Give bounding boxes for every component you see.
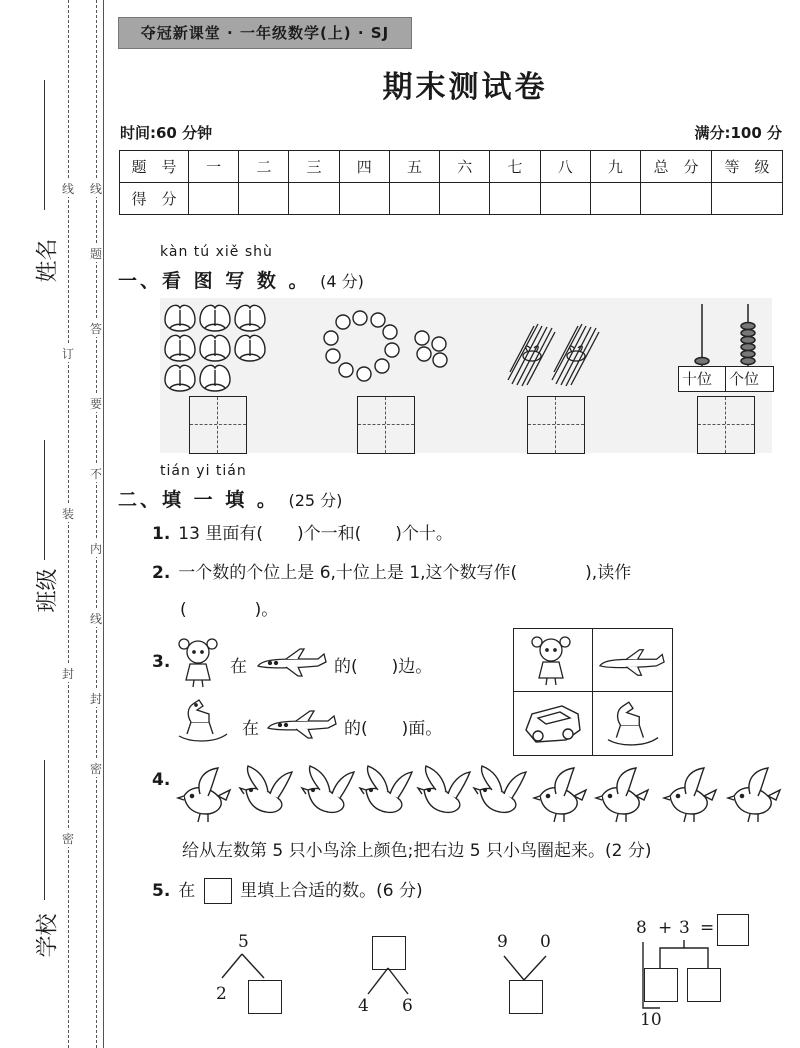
sample-box	[204, 878, 232, 904]
score-entry-cell[interactable]	[239, 183, 289, 215]
sticks-illustration	[508, 322, 608, 388]
inner-word: 答	[90, 322, 103, 336]
answer-grid-2[interactable]	[357, 396, 415, 454]
tree1-lines	[218, 954, 278, 980]
question-number: 5.	[152, 881, 171, 901]
question-2	[152, 558, 631, 583]
question-number: 2.	[152, 563, 171, 583]
score-table	[119, 150, 783, 215]
table-cell: 三	[289, 151, 339, 183]
score-entry-cell[interactable]	[712, 183, 783, 215]
table-cell: 总 分	[641, 151, 712, 183]
rocking-horse-icon	[604, 698, 662, 748]
seal-line-inner	[96, 0, 97, 1048]
eq-3: 3	[679, 918, 690, 938]
grid-divider-h	[514, 691, 672, 692]
answer-grid-1[interactable]	[189, 396, 247, 454]
name-label: 姓名	[35, 238, 61, 283]
tree1-answer-box[interactable]	[248, 980, 282, 1014]
q5-pre: 在	[178, 881, 196, 901]
section1-points: (4 分)	[320, 272, 364, 291]
score-entry-cell[interactable]	[440, 183, 490, 215]
section2-pinyin: tián yi tián	[160, 463, 247, 479]
question-1	[152, 519, 453, 544]
abacus-illustration	[678, 304, 774, 368]
table-cell: 八	[540, 151, 590, 183]
table-cell: 六	[440, 151, 490, 183]
tree3-answer-box[interactable]	[509, 980, 543, 1014]
q5-post: 里填上合适的数。(6 分)	[240, 881, 423, 901]
outer-word: 装	[62, 507, 75, 521]
tree2-answer-box[interactable]	[372, 936, 406, 970]
question-4-number: 4.	[152, 770, 171, 790]
score-entry-cell[interactable]	[590, 183, 640, 215]
seal-line-edge	[103, 0, 104, 1048]
airplane-icon	[256, 648, 328, 678]
tree3-right: 0	[540, 932, 551, 952]
section1-pinyin: kàn tú xiě shù	[160, 244, 273, 260]
q3-in-1: 在	[230, 657, 247, 677]
table-cell: 九	[590, 151, 640, 183]
table-cell: 五	[389, 151, 439, 183]
table-cell: 四	[339, 151, 389, 183]
eq-10: 10	[640, 1010, 662, 1030]
class-underline	[44, 440, 45, 560]
birds-row	[178, 766, 788, 824]
inner-word: 内	[90, 542, 103, 556]
peaches-illustration	[162, 298, 272, 393]
inner-word: 要	[90, 397, 103, 411]
score-entry-cell[interactable]	[339, 183, 389, 215]
eq-8: 8	[636, 918, 647, 938]
q3-tail-1[interactable]: 的( )边。	[334, 657, 433, 677]
girl-icon	[530, 634, 572, 686]
question-text[interactable]: 一个数的个位上是 6,十位上是 1,这个数写作( ),读作	[178, 563, 632, 583]
answer-grid-4[interactable]	[697, 396, 755, 454]
section2-points: (25 分)	[288, 491, 343, 510]
name-underline	[44, 80, 45, 210]
airplane-icon	[266, 710, 338, 740]
table-cell: 题 号	[120, 151, 189, 183]
question-text[interactable]: 13 里面有( )个一和( )个十。	[178, 524, 453, 544]
score-entry-cell[interactable]	[289, 183, 339, 215]
eq-equals: =	[700, 918, 715, 938]
score-entry-cell[interactable]	[490, 183, 540, 215]
answer-grid-3[interactable]	[527, 396, 585, 454]
abacus-divider	[725, 367, 726, 391]
q3-in-2: 在	[242, 719, 259, 739]
page-title: 期末测试卷	[382, 70, 548, 105]
tree1-left: 2	[216, 984, 227, 1004]
tree3-lines	[500, 956, 550, 982]
outer-word: 封	[62, 667, 75, 681]
time-limit: 时间:60 分钟	[120, 124, 213, 142]
eq-split-box-2[interactable]	[687, 968, 721, 1002]
seal-line-outer	[68, 0, 69, 1048]
school-underline	[44, 760, 45, 900]
abacus-tens-label: 十位	[682, 370, 713, 388]
score-entry-cell[interactable]	[540, 183, 590, 215]
table-cell: 七	[490, 151, 540, 183]
outer-word: 密	[62, 832, 75, 846]
question-number: 1.	[152, 524, 171, 544]
eq-split-box-1[interactable]	[644, 968, 678, 1002]
series-banner: 夺冠新课堂 · 一年级数学(上) · SJ	[118, 17, 412, 49]
tree2-lines	[364, 968, 414, 996]
section1-title	[118, 266, 364, 293]
question-4-text[interactable]: 给从左数第 5 只小鸟涂上颜色;把右边 5 只小鸟圈起来。(2 分)	[182, 841, 652, 861]
section1-title-text: 一、看 图 写 数 。	[118, 270, 311, 292]
inner-word: 封	[90, 692, 103, 706]
score-entry-cell[interactable]	[641, 183, 712, 215]
outer-word: 订	[62, 347, 75, 361]
airplane-icon	[598, 648, 666, 678]
rocking-horse-icon	[177, 696, 229, 744]
inner-word: 不	[90, 467, 103, 481]
tree3-left: 9	[497, 932, 508, 952]
question-2-cont[interactable]: ( )。	[180, 600, 279, 620]
beads-illustration	[322, 310, 452, 390]
tree2-right: 6	[402, 996, 413, 1016]
table-cell: 得 分	[120, 183, 189, 215]
table-cell: 二	[239, 151, 289, 183]
inner-word: 线	[90, 182, 103, 196]
score-table-score-row	[120, 183, 783, 215]
score-entry-cell[interactable]	[189, 183, 239, 215]
section2-title	[118, 485, 342, 512]
grid-divider-v	[592, 629, 593, 755]
section2-title-text: 二、填 一 填 。	[118, 489, 279, 511]
abacus-base	[678, 366, 774, 392]
tree1-top: 5	[238, 932, 249, 952]
eq-plus: +	[658, 918, 673, 938]
inner-word: 线	[90, 612, 103, 626]
table-cell: 一	[189, 151, 239, 183]
inner-word: 密	[90, 762, 103, 776]
toy-car-icon	[522, 700, 584, 746]
q3-tail-2[interactable]: 的( )面。	[344, 719, 443, 739]
abacus-ones-label: 个位	[729, 370, 760, 388]
girl-icon	[177, 636, 219, 688]
question-3-number: 3.	[152, 652, 171, 672]
outer-word: 线	[62, 182, 75, 196]
score-entry-cell[interactable]	[389, 183, 439, 215]
school-label: 学校	[35, 913, 61, 958]
table-cell: 等 级	[712, 151, 783, 183]
question-5	[152, 876, 423, 904]
full-score: 满分:100 分	[694, 124, 782, 142]
class-label: 班级	[35, 568, 61, 613]
score-table-header-row	[120, 151, 783, 183]
inner-word: 题	[90, 247, 103, 261]
tree2-left: 4	[358, 996, 369, 1016]
